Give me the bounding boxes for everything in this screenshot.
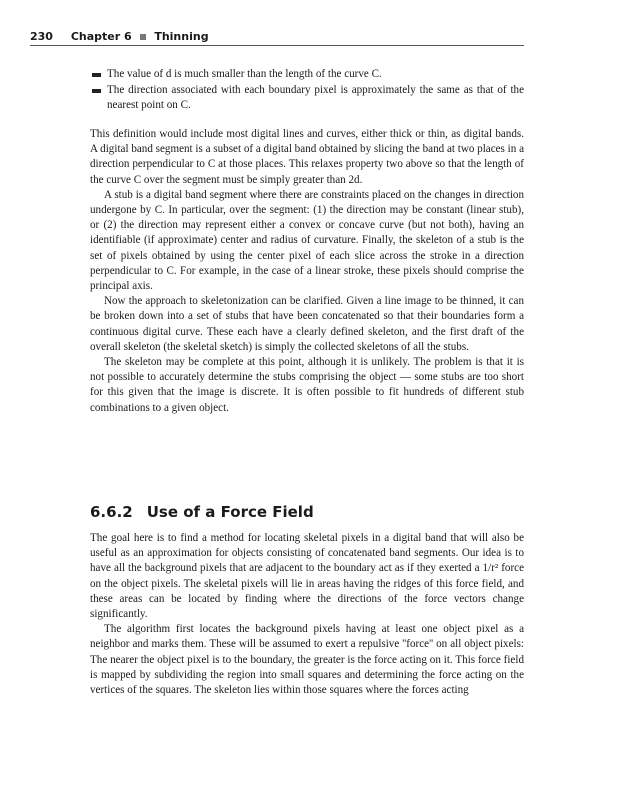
running-head xyxy=(30,30,524,46)
paragraph: A stub is a digital band segment where there are constraints placed on the changes in direction undergone by C. In particular, over the segment: (1) the direction may be constant (linear stub), or (2) the direction may represent either a convex or concave curve (but not both), having an identifiable (if approximate) center and radius of curvature. Finally, the skeleton of a stub is the set of pixels obtained by using the center pixel of each slice across the stroke in a direction perpendicular to C. For example, in the case of a linear stroke, these pixels should comprise the principal axis. xyxy=(90,188,524,293)
separator-square-icon xyxy=(140,34,146,40)
bullet-list xyxy=(90,67,524,115)
section-paragraphs xyxy=(90,531,524,698)
paragraph: This definition would include most digital lines and curves, either thick or thin, as digital bands. A digital band segment is a subset of a digital band obtained by slicing the band at two places in a direction perpendicular to C at those places. This relaxes property two above so that the length of the curve C over the segment must be simply greater than 2d. xyxy=(90,128,524,186)
paragraph: The skeleton may be complete at this point, although it is unlikely. The problem is that it is not possible to accurately determine the stubs comprising the object — some stubs are too short for this given that the image is discrete. It is often possible to fit hundreds of different stub combinations to a given object. xyxy=(90,356,524,414)
chapter-label: Chapter 6 xyxy=(70,30,132,43)
paragraph: The algorithm first locates the background pixels having at least one object pixel as a neighbor and marks them. These will be assumed to exert a repulsive ''force'' on all object pixels: The nearer the object pixel is to the boundary, the greater is the force acting on it. This force field is mapped by subdividing the region into small squares and determining the force acting on the vertices of the squares. The skeleton lies within those squares where the forces acting xyxy=(90,623,524,697)
list-item xyxy=(90,67,524,82)
section-heading xyxy=(90,503,314,521)
section-number: 6.6.2 xyxy=(90,503,133,521)
body-paragraphs xyxy=(90,127,524,416)
paragraph: The goal here is to find a method for locating skeletal pixels in a digital band that will also be useful as an approximation for objects consisting of concatenated band segments. Our idea is to have all the background pixels that are adjacent to the boundary act as if they exerted a 1/r² force on the object pixels. The skeletal pixels will lie in areas having the ridges of this force field, and these areas can be located by finding where the directions of the force vectors change significantly. xyxy=(90,532,524,621)
list-item xyxy=(90,83,524,113)
bullet-icon xyxy=(92,73,101,77)
bullet-icon xyxy=(92,89,101,93)
paragraph: Now the approach to skeletonization can be clarified. Given a line image to be thinned, it can be broken down into a set of stubs that have been concatenated so that their boundaries form a continuous digital curve. These each have a clearly defined skeleton, and the first draft of the overall skeleton (the skeletal sketch) is simply the collected skeletons of all the stubs. xyxy=(90,295,524,353)
bullet-text: The direction associated with each boundary pixel is approximately the same as that of the nearest point on C. xyxy=(107,84,524,112)
page-number: 230 xyxy=(30,30,53,43)
bullet-text: The value of d is much smaller than the length of the curve C. xyxy=(107,68,382,80)
chapter-title: Thinning xyxy=(154,30,209,43)
section-title: Use of a Force Field xyxy=(146,503,314,521)
